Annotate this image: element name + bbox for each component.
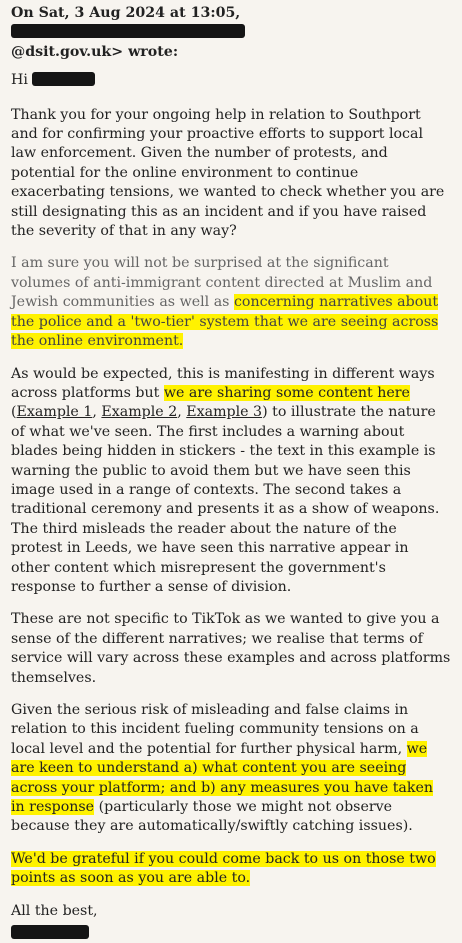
example-1-link[interactable]: Example 1 <box>16 404 93 421</box>
paragraph-5-text-b: (particularly those we might not observe because they are automatically/swiftly catching issues). <box>11 799 413 835</box>
quote-date: On Sat, 3 Aug 2024 at 13:05, <box>11 5 241 21</box>
paragraph-3-text-a: As would be expected, this is manifesting in different ways across platforms but <box>11 365 435 401</box>
paragraph-5-highlight: we are keen to understand a) what content you are seeing across your platform; and b) any measures you have taken in response <box>11 740 434 816</box>
paragraph-3-sep-1: , <box>92 404 97 421</box>
paragraph-2-highlight: concerning narratives about the police and a 'two-tier' system that we are seeing across the online environment. <box>11 294 439 350</box>
greeting-text: Hi <box>11 72 28 89</box>
paragraph-1: Thank you for your ongoing help in relation to Southport and for confirming your proactive efforts to support local law enforcement. Given the number of protests, and potential for the online environment to continue exacerbating tensions, we wanted to check whether you are still designating this as an incident and if you have raised the severity of that in any way? <box>11 106 445 240</box>
sender-domain: @dsit.gov.uk> wrote: <box>11 43 179 60</box>
quote-header <box>11 4 451 62</box>
closing <box>11 902 451 943</box>
example-2-link[interactable]: Example 2 <box>101 404 178 421</box>
redacted-signature <box>11 925 89 939</box>
paragraph-2 <box>11 254 451 351</box>
paragraph-3 <box>11 365 451 598</box>
paragraph-3-text-b: ) to illustrate the nature of what we've seen. The first includes a warning about blades being hidden in stickers - the text in this example is warning the public to avoid them but we have seen this image used in a range of contexts. The second takes a traditional ceremony and presents it as a show of weapons. The third misleads the reader about the nature of the protest in Leeds, we have seen this narrative appear in other content which misrepresent the government's response to further a sense of division. <box>11 404 440 595</box>
redacted-sender-name <box>11 24 245 38</box>
paragraph-5 <box>11 701 451 837</box>
paragraph-6-highlight: We'd be grateful if you could come back to us on those two points as soon as you are able to. <box>11 850 436 887</box>
paragraph-2-text: I am sure you will not be surprised at the significant volumes of anti-immigrant content directed at Muslim and Jewish communities as well as <box>11 255 433 311</box>
paragraph-3-open-paren: ( <box>11 404 17 421</box>
redacted-recipient-name <box>32 72 95 86</box>
paragraph-3-highlight: we are sharing some content here <box>163 384 410 401</box>
greeting <box>11 71 451 90</box>
paragraph-4: These are not specific to TikTok as we wanted to give you a sense of the different narratives; we realise that terms of service will vary across these examples and across platforms themselves. <box>11 611 451 686</box>
closing-text: All the best, <box>11 902 98 919</box>
paragraph-3-sep-2: , <box>177 404 182 421</box>
example-3-link[interactable]: Example 3 <box>186 404 263 421</box>
paragraph-5-text-a: Given the serious risk of misleading and false claims in relation to this incident fueling community tensions on a local level and the potential for further physical harm, <box>11 702 419 757</box>
